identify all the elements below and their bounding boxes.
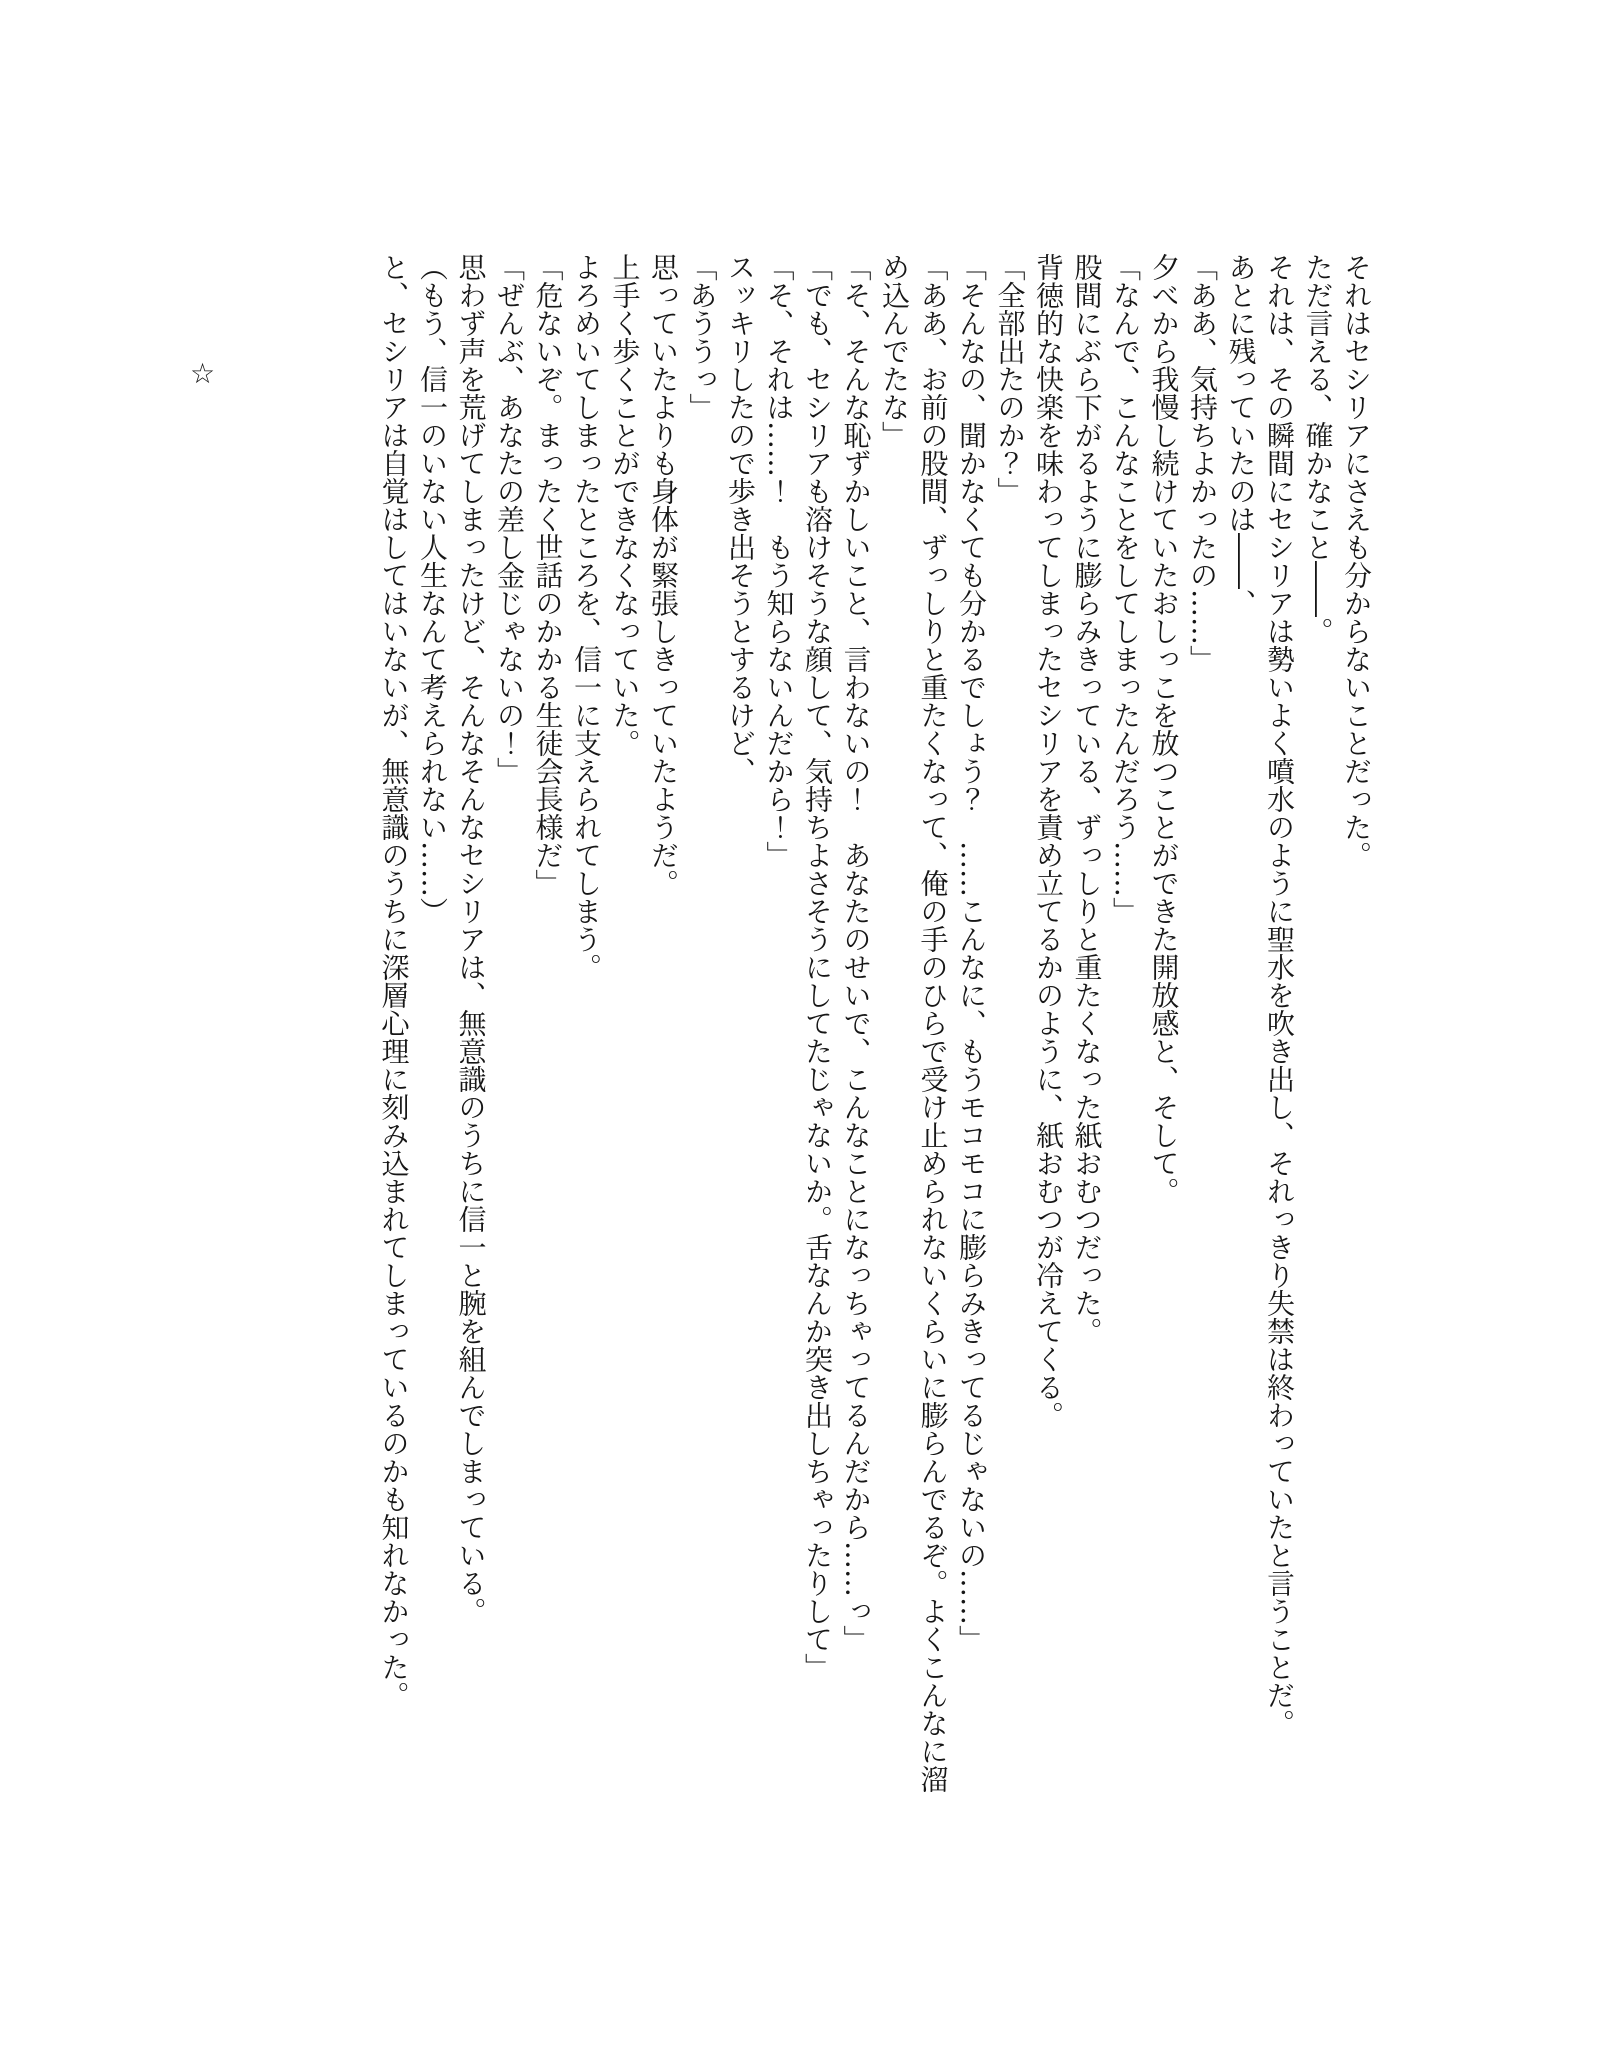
text-line: 「あううっ」	[685, 253, 719, 421]
text-line: と、セシリアは自覚はしてはいないが、無意識のうちに深層心理に刻み込まれてしまっているのかも知れなかった。	[377, 253, 411, 1709]
text-line: 「なんで、こんなことをしてしまったんだろう……」	[1109, 253, 1142, 925]
text-line: 「そ、そんな恥ずかしいこと、言わないの！ あなたのせいで、こんなことになっちゃってるんだから……っ」	[839, 253, 873, 1653]
text-line: 「ああ、気持ちよかったの……」	[1186, 253, 1219, 673]
text-line: 思わず声を荒げてしまったけど、そんなそんなセシリアは、無意識のうちに信一と腕を組んでしまっている。	[454, 253, 488, 1625]
text-line: それはセシリアにさえも分からないことだった。	[1340, 253, 1373, 869]
text-line: 「全部出たのか？」	[993, 253, 1027, 505]
text-line: 上手く歩くことができなくなっていた。	[608, 253, 642, 757]
text-line: 「そんなの、聞かなくても分かるでしょう？ ……こんなに、もうモコモコに膨らみきってるじゃないの……」	[955, 253, 988, 1653]
text-line: 「でも、セシリアも溶けそうな顔して、気持ちよさそうにしてたじゃないか。舌なんか突き出しちゃったりして」	[801, 253, 834, 1681]
text-line: ただ言える、確かなこと――。	[1301, 253, 1335, 645]
vertical-text-block	[374, 253, 1375, 1793]
text-line: 「ぜんぶ、あなたの差し金じゃないの！」	[493, 253, 526, 785]
text-line: 思っていたよりも身体が緊張しきっていたようだ。	[647, 253, 680, 897]
text-line: 股間にぶら下がるように膨らみきっている、ずっしりと重たくなった紙おむつだった。	[1070, 253, 1104, 1345]
text-line: 「ああ、お前の股間、ずっしりと重たくなって、俺の手のひらで受け止められないくらいに膨らんでるぞ。よくこんなに溜め込んでたな」	[878, 253, 950, 1793]
text-line: （もう、信一のいない人生なんて考えられない……）	[416, 253, 449, 925]
text-line: よろめいてしまったところを、信一に支えられてしまう。	[570, 253, 603, 981]
text-line: それは、その瞬間にセシリアは勢いよく噴水のように聖水を吹き出し、それっきり失禁は終わっていたと言うことだ。	[1263, 253, 1296, 1737]
text-line: スッキリしたので歩き出そうとするけど、	[724, 253, 757, 785]
text-line: 夕べから我慢し続けていたおしっこを放つことができた開放感と、そして。	[1147, 253, 1181, 1205]
scene-break-star: ☆	[190, 357, 216, 390]
text-line: 「危ないぞ。まったく世話のかかる生徒会長様だ」	[531, 253, 565, 897]
text-line: 背徳的な快楽を味わってしまったセシリアを責め立てるかのように、紙おむつが冷えてくる。	[1032, 253, 1065, 1429]
text-line: あとに残っていたのは――、	[1224, 253, 1258, 617]
text-line: 「そ、それは……！ もう知らないんだから！」	[762, 253, 796, 869]
